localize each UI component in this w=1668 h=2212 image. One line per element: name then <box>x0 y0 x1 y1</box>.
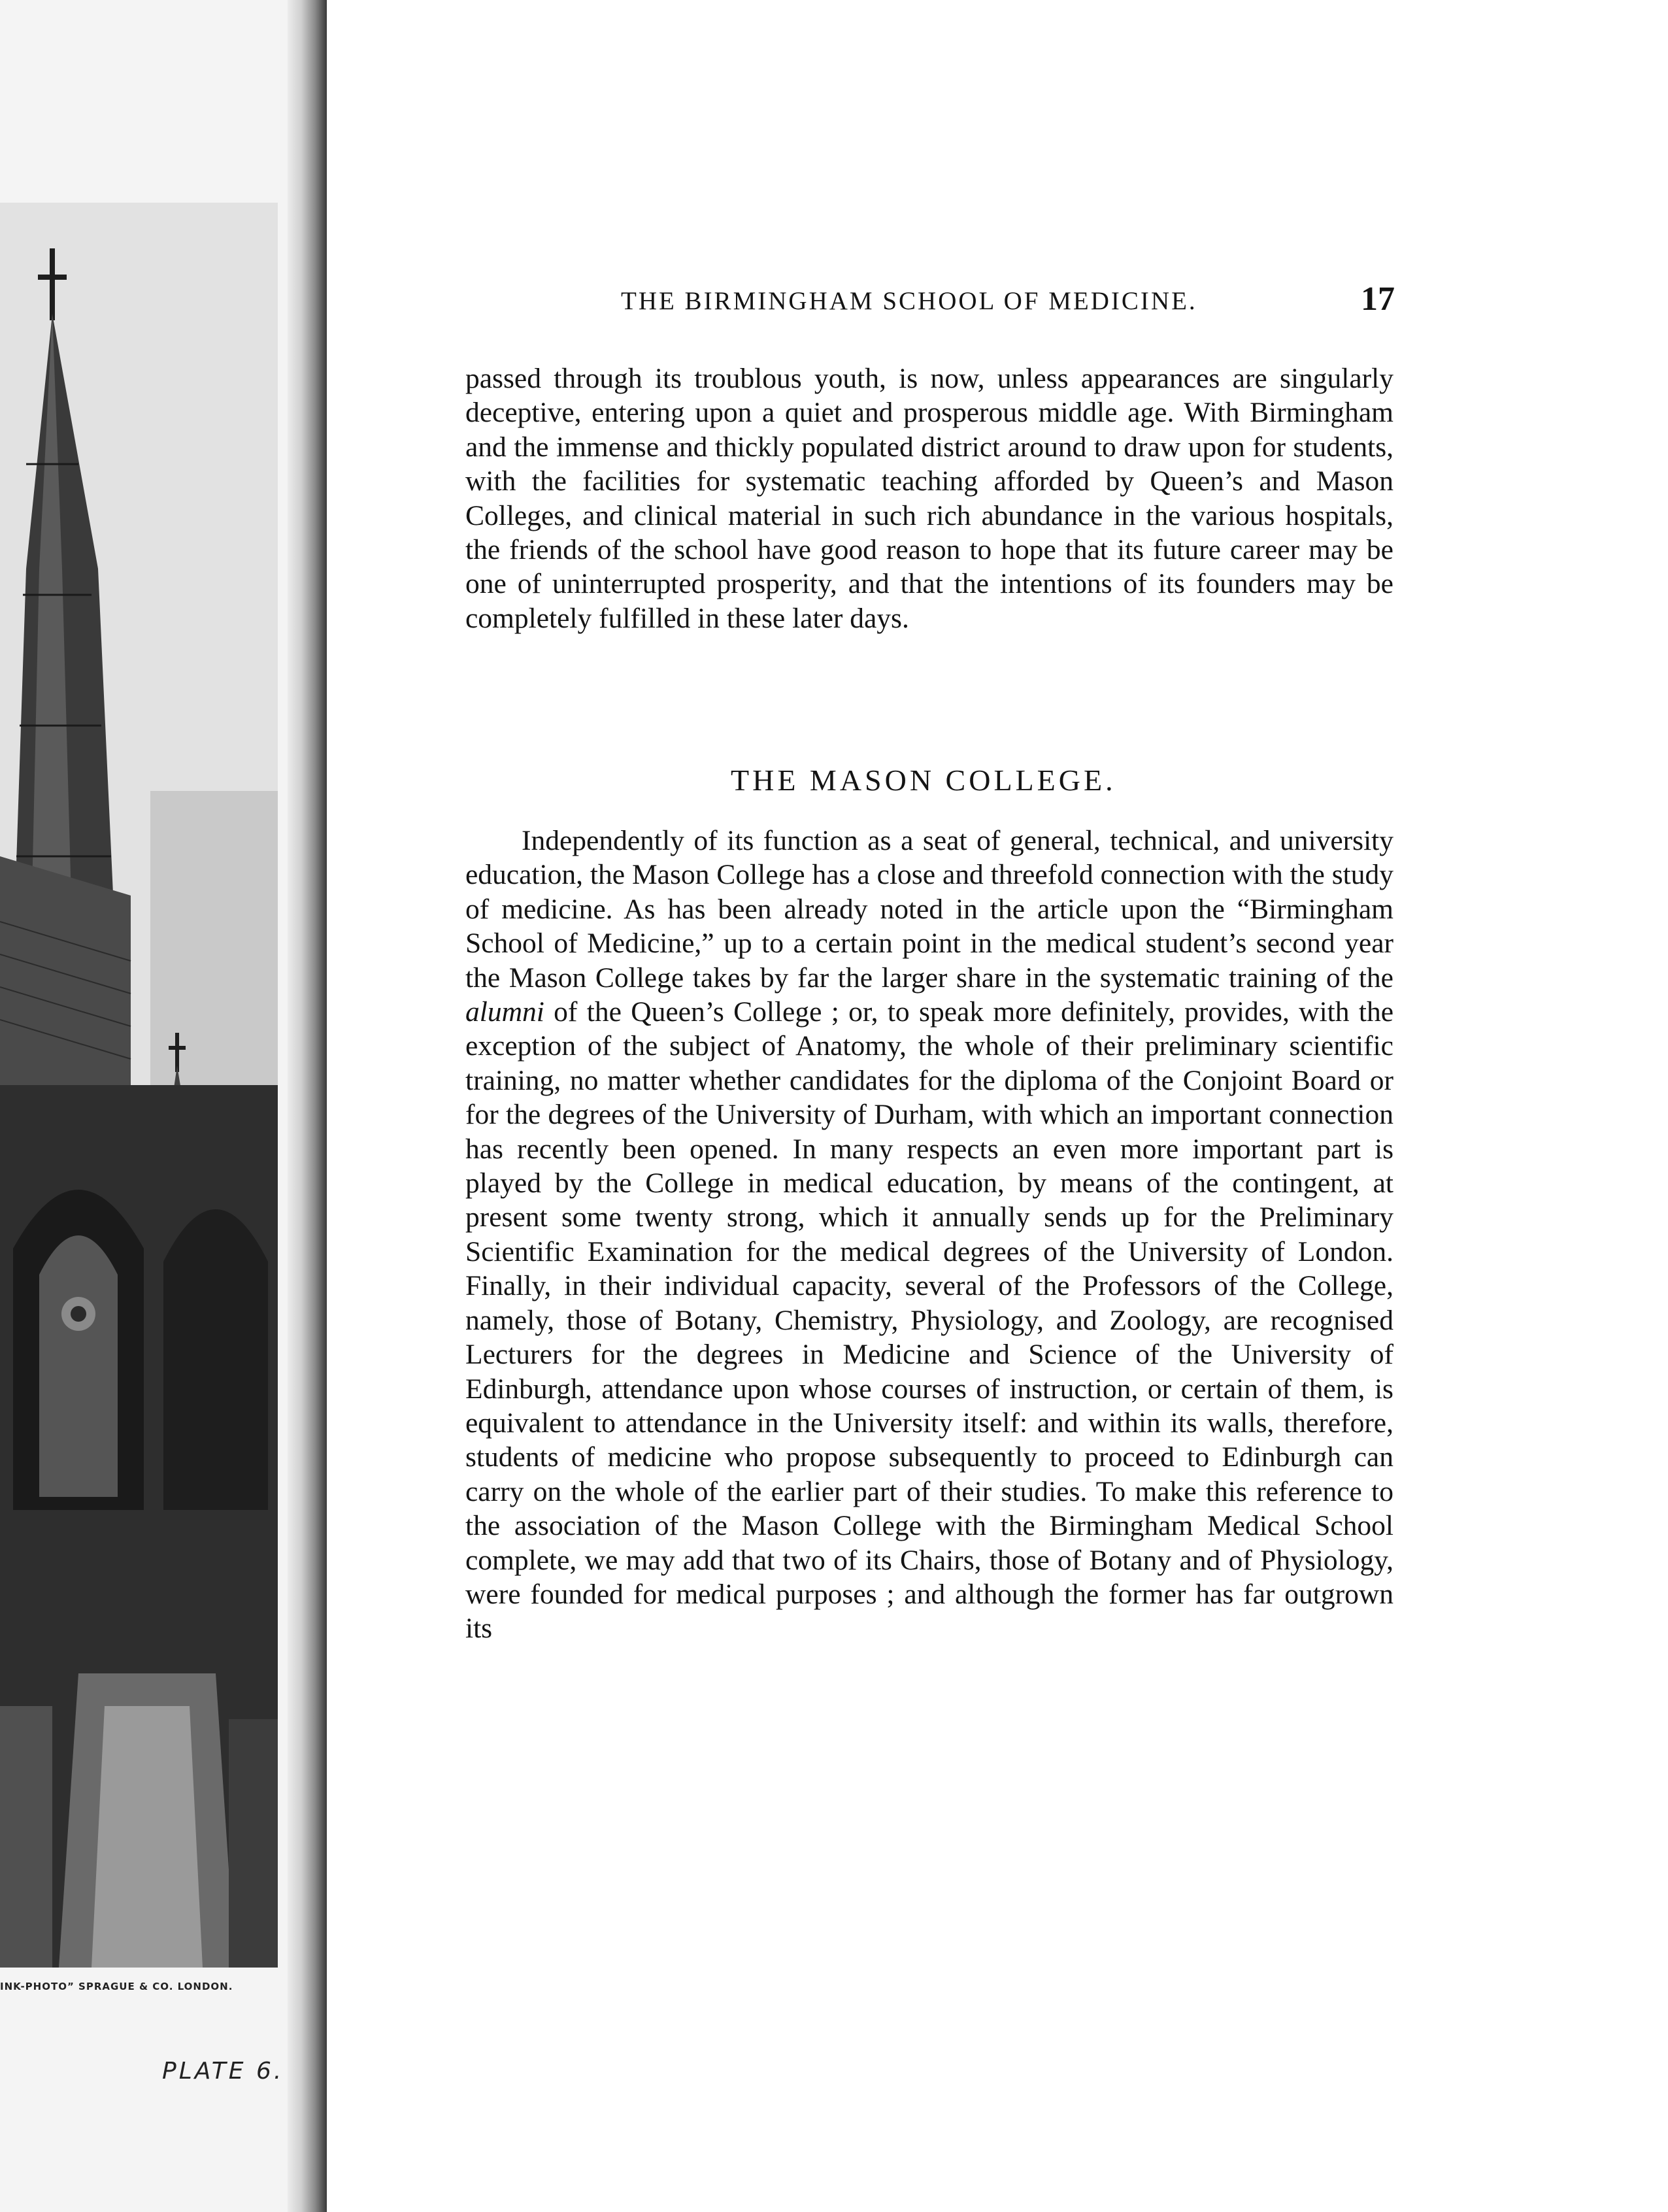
section-heading: THE MASON COLLEGE. <box>731 763 1116 797</box>
plate-number: PLATE 6. <box>162 2058 284 2085</box>
paragraph-text-part-1: Independently of its function as a seat of general, technical, and university education, the Mason College has a close and threefold connection with the study of medicine. As has been already noted in the article upon the “Birmingham School of Medicine,” up to a certain point in the medical student’s second year the Mason College takes by far the larger share in the systematic training of the <box>465 825 1393 994</box>
memorial-spire-image <box>0 203 278 1968</box>
plate-photo-credit: INK-PHOTO” SPRAGUE & CO. LONDON. <box>0 1981 233 1992</box>
paragraph-continued: passed through its troublous youth, is now, unless appearances are singularly deceptive, entering upon a quiet and prosperous middle age. With Birmingham and the immense and thickly populated district around to draw upon for students, with the facilities for systematic teaching afforded by Queen’s and Mason Colleges, and clinical material in such rich abundance in the various hospitals, the friends of the school have good reason to hope that its future career may be one of uninterrupted prosperity, and that the intentions of its founders may be completely fulfilled in these later days. <box>465 363 1393 634</box>
book-gutter-shadow <box>288 0 327 2212</box>
facing-page <box>0 0 307 2212</box>
italic-alumni: alumni <box>465 996 544 1028</box>
running-header-title: THE BIRMINGHAM SCHOOL OF MEDICINE. <box>621 287 1197 315</box>
paragraph-text-part-2: of the Queen’s College ; or, to speak more definitely, provides, with the exception of the subject of Anatomy, the whole of their preliminary scientific training, no matter whether candidates for the diploma of the Conjoint Board or for the degrees of the University of Durham, with which an important connection has recently been opened. In many respects an even more important part is played by the College in medical education, by means of the contingent, at present some twenty strong, which it annually sends up for the Preliminary Scientific Examination for the medical degrees of the University of London. Finally, in their individual capacity, several of the Professors of the College, namely, those of Botany, Chemistry, Physiology, and Zoology, are recognised Lecturers for the degrees in Medicine and Science of the University of Edinburgh, attendance upon whose courses of instruction, or certain of them, is equivalent to attendance in the University itself: and within its walls, therefore, students of medicine who propose subsequently to proceed to Edinburgh can carry on the whole of the earlier part of their studies. To make this reference to the association of the Mason College with the Birmingham Medical School complete, we may add that two of its Chairs, those of Botany and of Physiology, were founded for medical purposes ; and although the former has far outgrown its <box>465 996 1393 1645</box>
page-number: 17 <box>1361 280 1395 318</box>
paragraph-mason-college <box>465 824 1393 1646</box>
plate-photograph <box>0 203 278 1968</box>
